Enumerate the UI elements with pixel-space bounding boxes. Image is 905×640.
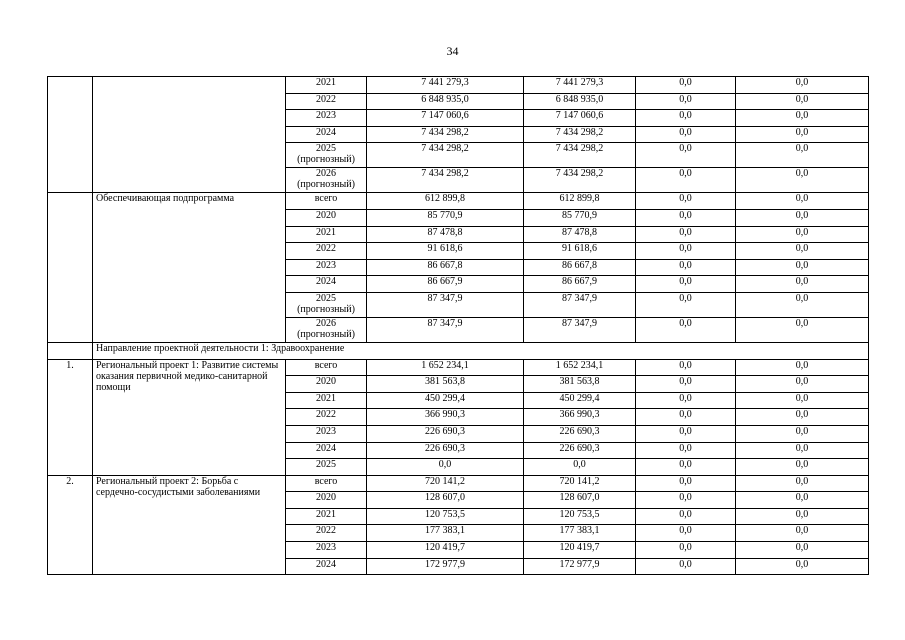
value-cell-v4: 0,0 bbox=[736, 193, 869, 210]
forecast-note: (прогнозный) bbox=[297, 303, 355, 315]
value-cell-v2: 720 141,2 bbox=[524, 475, 636, 492]
value-cell-v1: 177 383,1 bbox=[367, 525, 524, 542]
forecast-note: (прогнозный) bbox=[297, 154, 355, 166]
year-label: 2022 bbox=[316, 409, 336, 421]
item-name: Обеспечивающая подпрограмма bbox=[93, 193, 286, 343]
value-cell-v1: 7 434 298,2 bbox=[367, 143, 524, 168]
year-cell bbox=[286, 243, 367, 260]
value-cell-v1: 85 770,9 bbox=[367, 209, 524, 226]
year-cell bbox=[286, 193, 367, 210]
year-label: 2023 bbox=[316, 425, 336, 437]
year-label: 2023 bbox=[316, 259, 336, 271]
year-cell bbox=[286, 143, 367, 168]
value-cell-v1: 86 667,9 bbox=[367, 276, 524, 293]
value-cell-v2: 7 434 298,2 bbox=[524, 143, 636, 168]
value-cell-v3: 0,0 bbox=[636, 492, 736, 509]
value-cell-v1: 450 299,4 bbox=[367, 392, 524, 409]
section-number-cell bbox=[48, 342, 93, 359]
value-cell-v3: 0,0 bbox=[636, 209, 736, 226]
year-label: 2020 bbox=[316, 492, 336, 504]
value-cell-v1: 366 990,3 bbox=[367, 409, 524, 426]
item-name: Региональный проект 1: Развитие системы оказания первичной медико-санитарной помощи bbox=[93, 359, 286, 475]
item-name bbox=[93, 77, 286, 193]
value-cell-v4: 0,0 bbox=[736, 558, 869, 575]
year-label: 2024 bbox=[316, 126, 336, 138]
year-label: 2023 bbox=[316, 110, 336, 122]
value-cell-v1: 87 347,9 bbox=[367, 317, 524, 342]
value-cell-v2: 86 667,8 bbox=[524, 259, 636, 276]
year-cell bbox=[286, 425, 367, 442]
value-cell-v2: 87 478,8 bbox=[524, 226, 636, 243]
value-cell-v1: 226 690,3 bbox=[367, 442, 524, 459]
year-label: 2021 bbox=[316, 392, 336, 404]
value-cell-v4: 0,0 bbox=[736, 409, 869, 426]
value-cell-v4: 0,0 bbox=[736, 226, 869, 243]
value-cell-v2: 7 434 298,2 bbox=[524, 168, 636, 193]
value-cell-v3: 0,0 bbox=[636, 542, 736, 559]
value-cell-v4: 0,0 bbox=[736, 525, 869, 542]
value-cell-v2: 172 977,9 bbox=[524, 558, 636, 575]
value-cell-v2: 226 690,3 bbox=[524, 442, 636, 459]
value-cell-v4: 0,0 bbox=[736, 425, 869, 442]
value-cell-v4: 0,0 bbox=[736, 77, 869, 94]
table-body bbox=[48, 77, 869, 575]
item-number: 1. bbox=[48, 359, 93, 475]
year-label: 2025 bbox=[316, 143, 336, 155]
value-cell-v2: 450 299,4 bbox=[524, 392, 636, 409]
year-cell bbox=[286, 392, 367, 409]
value-cell-v2: 7 434 298,2 bbox=[524, 126, 636, 143]
value-cell-v3: 0,0 bbox=[636, 292, 736, 317]
item-number: 2. bbox=[48, 475, 93, 575]
section-title: Направление проектной деятельности 1: Здравоохранение bbox=[93, 342, 869, 359]
year-label: 2024 bbox=[316, 442, 336, 454]
year-cell bbox=[286, 475, 367, 492]
value-cell-v1: 6 848 935,0 bbox=[367, 93, 524, 110]
value-cell-v2: 7 147 060,6 bbox=[524, 110, 636, 127]
value-cell-v3: 0,0 bbox=[636, 168, 736, 193]
year-label: 2022 bbox=[316, 243, 336, 255]
forecast-note: (прогнозный) bbox=[297, 179, 355, 191]
item-name: Региональный проект 2: Борьба с сердечно-сосудистыми заболеваниями bbox=[93, 475, 286, 575]
value-cell-v3: 0,0 bbox=[636, 77, 736, 94]
value-cell-v3: 0,0 bbox=[636, 525, 736, 542]
value-cell-v4: 0,0 bbox=[736, 508, 869, 525]
value-cell-v1: 120 419,7 bbox=[367, 542, 524, 559]
year-label: 2025 bbox=[316, 292, 336, 304]
value-cell-v1: 7 434 298,2 bbox=[367, 126, 524, 143]
table-row bbox=[48, 77, 869, 94]
value-cell-v3: 0,0 bbox=[636, 193, 736, 210]
year-cell bbox=[286, 226, 367, 243]
year-cell bbox=[286, 442, 367, 459]
value-cell-v4: 0,0 bbox=[736, 392, 869, 409]
year-cell bbox=[286, 276, 367, 293]
year-cell bbox=[286, 508, 367, 525]
year-label: 2022 bbox=[316, 525, 336, 537]
year-cell bbox=[286, 359, 367, 376]
value-cell-v3: 0,0 bbox=[636, 276, 736, 293]
value-cell-v3: 0,0 bbox=[636, 243, 736, 260]
year-label: 2024 bbox=[316, 558, 336, 570]
value-cell-v3: 0,0 bbox=[636, 226, 736, 243]
value-cell-v1: 612 899,8 bbox=[367, 193, 524, 210]
value-cell-v3: 0,0 bbox=[636, 558, 736, 575]
year-label: 2021 bbox=[316, 226, 336, 238]
year-cell bbox=[286, 110, 367, 127]
value-cell-v2: 366 990,3 bbox=[524, 409, 636, 426]
value-cell-v2: 381 563,8 bbox=[524, 376, 636, 393]
value-cell-v4: 0,0 bbox=[736, 276, 869, 293]
value-cell-v2: 120 753,5 bbox=[524, 508, 636, 525]
item-number bbox=[48, 77, 93, 193]
year-label: всего bbox=[314, 193, 338, 205]
year-cell bbox=[286, 492, 367, 509]
value-cell-v3: 0,0 bbox=[636, 425, 736, 442]
value-cell-v4: 0,0 bbox=[736, 292, 869, 317]
value-cell-v1: 7 441 279,3 bbox=[367, 77, 524, 94]
value-cell-v4: 0,0 bbox=[736, 93, 869, 110]
value-cell-v2: 120 419,7 bbox=[524, 542, 636, 559]
year-cell bbox=[286, 542, 367, 559]
value-cell-v2: 612 899,8 bbox=[524, 193, 636, 210]
value-cell-v3: 0,0 bbox=[636, 459, 736, 476]
value-cell-v1: 87 478,8 bbox=[367, 226, 524, 243]
value-cell-v1: 1 652 234,1 bbox=[367, 359, 524, 376]
value-cell-v4: 0,0 bbox=[736, 243, 869, 260]
year-label: 2023 bbox=[316, 542, 336, 554]
value-cell-v3: 0,0 bbox=[636, 409, 736, 426]
year-cell bbox=[286, 459, 367, 476]
year-cell bbox=[286, 525, 367, 542]
table-row bbox=[48, 475, 869, 492]
value-cell-v2: 6 848 935,0 bbox=[524, 93, 636, 110]
value-cell-v2: 85 770,9 bbox=[524, 209, 636, 226]
value-cell-v4: 0,0 bbox=[736, 143, 869, 168]
value-cell-v3: 0,0 bbox=[636, 143, 736, 168]
year-label: 2022 bbox=[316, 93, 336, 105]
value-cell-v2: 0,0 bbox=[524, 459, 636, 476]
value-cell-v4: 0,0 bbox=[736, 442, 869, 459]
forecast-note: (прогнозный) bbox=[297, 328, 355, 340]
value-cell-v4: 0,0 bbox=[736, 492, 869, 509]
value-cell-v1: 226 690,3 bbox=[367, 425, 524, 442]
value-cell-v4: 0,0 bbox=[736, 259, 869, 276]
year-cell bbox=[286, 376, 367, 393]
value-cell-v1: 120 753,5 bbox=[367, 508, 524, 525]
year-cell bbox=[286, 168, 367, 193]
year-label: 2026 bbox=[316, 317, 336, 329]
value-cell-v3: 0,0 bbox=[636, 259, 736, 276]
year-cell bbox=[286, 209, 367, 226]
value-cell-v3: 0,0 bbox=[636, 392, 736, 409]
value-cell-v1: 172 977,9 bbox=[367, 558, 524, 575]
year-cell bbox=[286, 93, 367, 110]
year-label: 2024 bbox=[316, 276, 336, 288]
value-cell-v1: 0,0 bbox=[367, 459, 524, 476]
value-cell-v2: 128 607,0 bbox=[524, 492, 636, 509]
year-label: 2020 bbox=[316, 376, 336, 388]
funding-table bbox=[47, 76, 869, 575]
value-cell-v1: 87 347,9 bbox=[367, 292, 524, 317]
value-cell-v2: 91 618,6 bbox=[524, 243, 636, 260]
year-cell bbox=[286, 317, 367, 342]
year-label: всего bbox=[314, 475, 338, 487]
value-cell-v3: 0,0 bbox=[636, 376, 736, 393]
value-cell-v4: 0,0 bbox=[736, 209, 869, 226]
table-row bbox=[48, 193, 869, 210]
value-cell-v3: 0,0 bbox=[636, 126, 736, 143]
value-cell-v4: 0,0 bbox=[736, 110, 869, 127]
value-cell-v2: 87 347,9 bbox=[524, 292, 636, 317]
year-cell bbox=[286, 77, 367, 94]
value-cell-v1: 128 607,0 bbox=[367, 492, 524, 509]
value-cell-v1: 7 434 298,2 bbox=[367, 168, 524, 193]
year-cell bbox=[286, 259, 367, 276]
value-cell-v3: 0,0 bbox=[636, 508, 736, 525]
year-cell bbox=[286, 292, 367, 317]
year-label: 2026 bbox=[316, 168, 336, 180]
value-cell-v2: 86 667,9 bbox=[524, 276, 636, 293]
page-number: 34 bbox=[446, 44, 459, 58]
value-cell-v2: 1 652 234,1 bbox=[524, 359, 636, 376]
year-label: 2020 bbox=[316, 209, 336, 221]
value-cell-v3: 0,0 bbox=[636, 93, 736, 110]
value-cell-v1: 7 147 060,6 bbox=[367, 110, 524, 127]
table-row bbox=[48, 359, 869, 376]
value-cell-v2: 177 383,1 bbox=[524, 525, 636, 542]
value-cell-v4: 0,0 bbox=[736, 542, 869, 559]
value-cell-v3: 0,0 bbox=[636, 475, 736, 492]
value-cell-v3: 0,0 bbox=[636, 110, 736, 127]
value-cell-v1: 86 667,8 bbox=[367, 259, 524, 276]
year-cell bbox=[286, 126, 367, 143]
value-cell-v2: 226 690,3 bbox=[524, 425, 636, 442]
value-cell-v4: 0,0 bbox=[736, 168, 869, 193]
value-cell-v4: 0,0 bbox=[736, 126, 869, 143]
year-label: 2021 bbox=[316, 508, 336, 520]
section-row bbox=[48, 342, 869, 359]
year-label: 2025 bbox=[316, 459, 336, 471]
value-cell-v3: 0,0 bbox=[636, 359, 736, 376]
value-cell-v3: 0,0 bbox=[636, 317, 736, 342]
year-cell bbox=[286, 558, 367, 575]
value-cell-v1: 381 563,8 bbox=[367, 376, 524, 393]
value-cell-v4: 0,0 bbox=[736, 359, 869, 376]
value-cell-v4: 0,0 bbox=[736, 317, 869, 342]
year-label: всего bbox=[314, 359, 338, 371]
value-cell-v1: 720 141,2 bbox=[367, 475, 524, 492]
value-cell-v4: 0,0 bbox=[736, 459, 869, 476]
value-cell-v4: 0,0 bbox=[736, 376, 869, 393]
item-number bbox=[48, 193, 93, 343]
value-cell-v2: 87 347,9 bbox=[524, 317, 636, 342]
year-label: 2021 bbox=[316, 77, 336, 88]
value-cell-v3: 0,0 bbox=[636, 442, 736, 459]
value-cell-v4: 0,0 bbox=[736, 475, 869, 492]
value-cell-v1: 91 618,6 bbox=[367, 243, 524, 260]
value-cell-v2: 7 441 279,3 bbox=[524, 77, 636, 94]
year-cell bbox=[286, 409, 367, 426]
